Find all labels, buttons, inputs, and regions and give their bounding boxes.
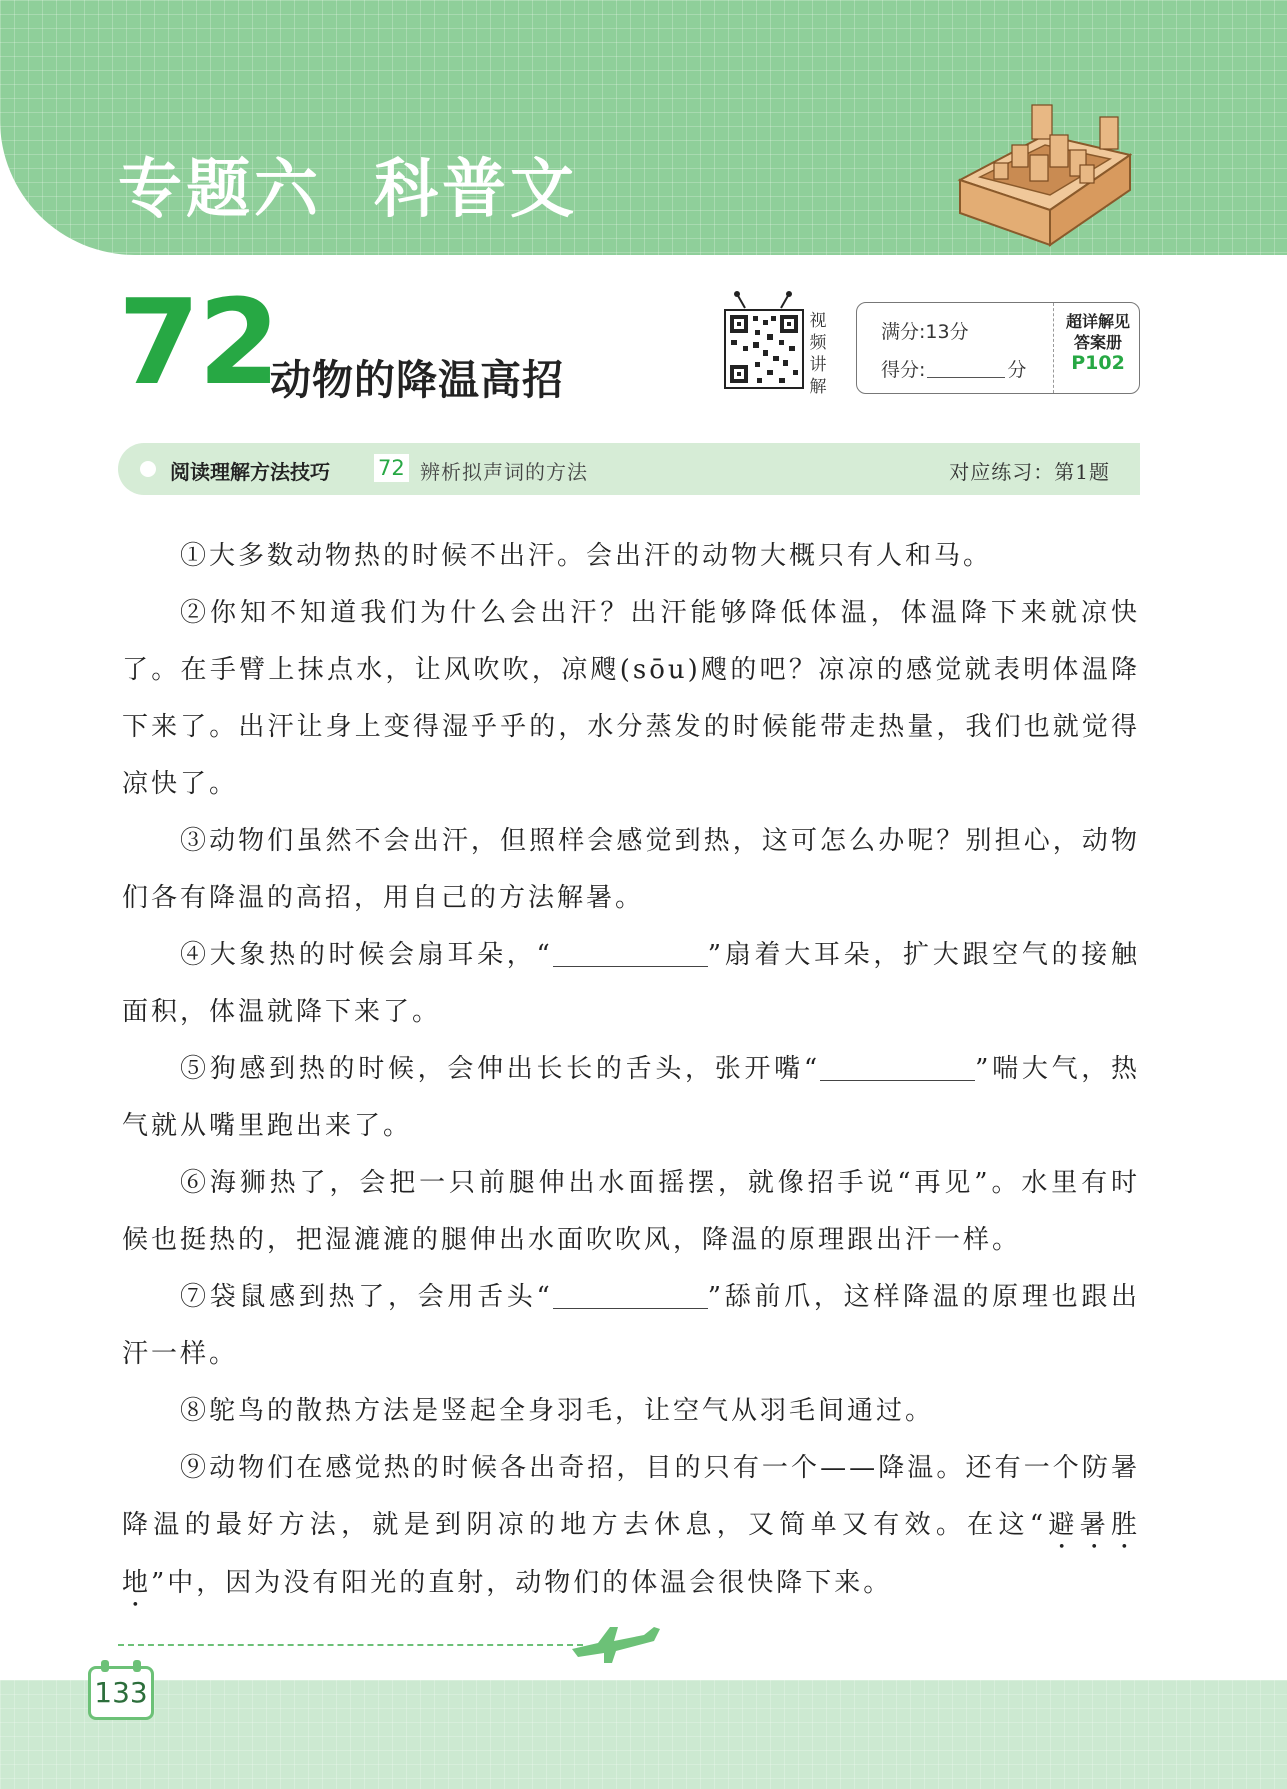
answer-blank-1[interactable] xyxy=(553,936,708,967)
chapter-title xyxy=(118,138,578,230)
lesson-title: 动物的降温高招 xyxy=(270,356,564,404)
method-bar xyxy=(118,443,1140,495)
score-blank[interactable] xyxy=(927,377,1005,378)
paragraph-3: ③动物们虽然不会出汗，但照样会感觉到热，这可怎么办呢？别担心，动物们各有降温的高招，用自己的方法解暑。 xyxy=(122,826,1140,913)
method-number: 72 xyxy=(374,454,409,482)
paragraph-7: ⑦袋鼠感到热了，会用舌头“ ”舔前爪，这样降温的原理也跟出汗一样。 xyxy=(122,1269,1140,1383)
score-box xyxy=(856,302,1140,394)
video-explanation-label: 视 频 讲 解 xyxy=(809,311,827,397)
wooden-blocks-illustration xyxy=(950,95,1140,255)
emphasized-phrase: 避暑胜地 xyxy=(122,1510,1140,1598)
paragraph-2: ②你知不知道我们为什么会出汗？出汗能够降低体温，体温降下来就凉快了。在手臂上抹点水，让风吹吹，凉飕(sōu)飕的吧？凉凉的感觉就表明体温降下来了。出汗让身上变得湿乎乎的，水分蒸发的时候能带走热量，我们也就觉得凉快了。 xyxy=(122,598,1140,799)
page-number: 133 xyxy=(94,1676,148,1709)
footer-band xyxy=(0,1680,1287,1789)
qr-code-icon[interactable] xyxy=(723,290,805,394)
score-divider xyxy=(1053,303,1054,393)
paragraph-8: ⑧鸵鸟的散热方法是竖起全身羽毛，让空气从羽毛间通过。 xyxy=(180,1396,935,1426)
paragraph-1: ①大多数动物热的时候不出汗。会出汗的动物大概只有人和马。 xyxy=(180,541,993,571)
page-number-badge xyxy=(88,1666,154,1720)
paragraph-6: ⑥海狮热了，会把一只前腿伸出水面摇摆，就像招手说“再见”。水里有时候也挺热的，把湿漉漉的腿伸出水面吹吹风，降温的原理跟出汗一样。 xyxy=(122,1168,1140,1255)
airplane-icon xyxy=(568,1615,664,1665)
score-field[interactable]: 得分: 分 xyxy=(881,359,1027,381)
paragraph-9: ⑨动物们在感觉热的时候各出奇招，目的只有一个——降温。还有一个防暑降温的最好方法，就是到阴凉的地方去休息，又简单又有效。在这“避暑胜地”中，因为没有阳光的直射，动物们的体温会很快降下来。 xyxy=(122,1453,1140,1598)
chapter-topic: 科普文 xyxy=(374,153,578,227)
answer-blank-3[interactable] xyxy=(553,1278,708,1309)
method-label: 阅读理解方法技巧 xyxy=(170,460,330,484)
lesson-number: 72 xyxy=(118,273,279,411)
answer-page: P102 xyxy=(1071,352,1125,374)
method-name: 辨析拟声词的方法 xyxy=(420,460,588,484)
article-body xyxy=(122,528,1140,1613)
full-score: 满分:13分 xyxy=(881,321,969,343)
bullet-dot-icon xyxy=(140,461,156,477)
dashed-divider xyxy=(118,1644,583,1646)
answer-reference: 超详解见 答案册 P102 xyxy=(1057,311,1139,374)
method-exercise: 对应练习：第1题 xyxy=(949,460,1110,484)
paragraph-5: ⑤狗感到热的时候，会伸出长长的舌头，张开嘴“ ”喘大气，热气就从嘴里跑出来了。 xyxy=(122,1041,1140,1155)
paragraph-4: ④大象热的时候会扇耳朵，“ ”扇着大耳朵，扩大跟空气的接触面积，体温就降下来了。 xyxy=(122,927,1140,1041)
chapter-number: 专题六 xyxy=(118,153,322,227)
answer-blank-2[interactable] xyxy=(820,1050,975,1081)
